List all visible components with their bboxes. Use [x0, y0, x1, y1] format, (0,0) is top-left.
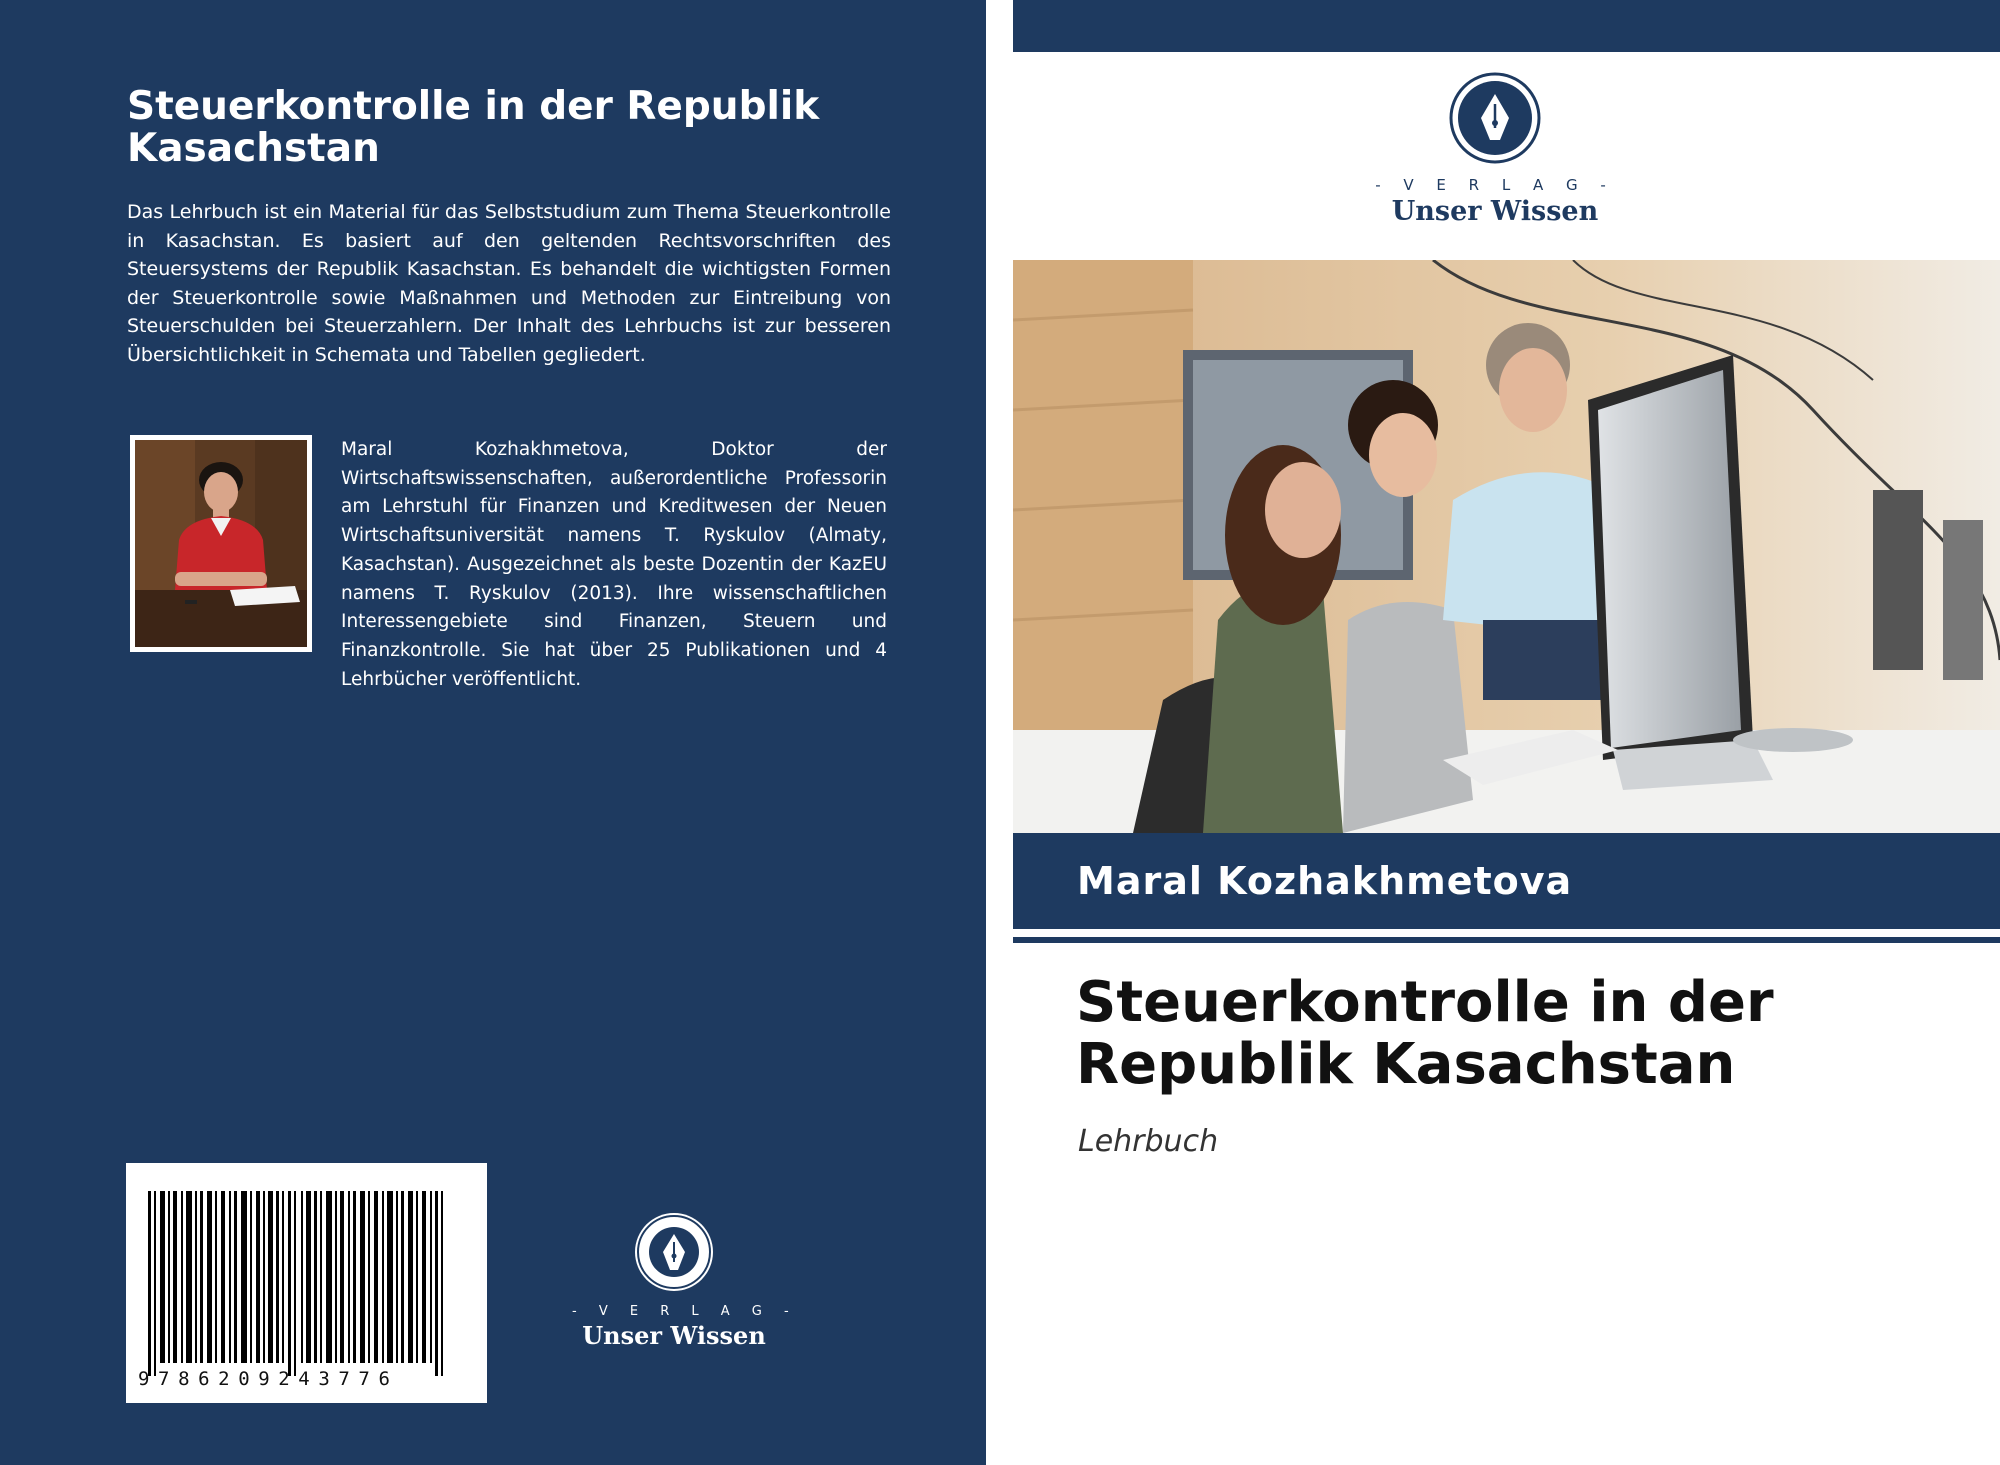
back-cover-title: Steuerkontrolle in der Republik Kasachstan [127, 84, 820, 171]
cover-photo [1013, 260, 2000, 833]
back-logo-brand: Unser Wissen [582, 1321, 766, 1350]
barcode [126, 1163, 487, 1403]
front-cover-title: Steuerkontrolle in der Republik Kasachstan [1076, 970, 1774, 1097]
back-logo-verlag: - V E R L A G - [572, 1304, 798, 1319]
front-divider-rule [1013, 937, 2000, 943]
front-cover-subtitle: Lehrbuch [1078, 1124, 1219, 1159]
classroom-computer-photo [1013, 260, 2000, 833]
back-cover-description: Das Lehrbuch ist ein Material für das Selbststudium zum Thema Steuerkontrolle in Kasachstan. Es basiert auf den geltenden Rechtsvorschriften des Steuersystems der Republik Kasachstan. Es behandelt die wichtigsten Formen der Steuerkontrolle sowie Maßnahmen und Methoden zur Eintreibung von Steuerschulden bei Steuerzahlern. Der Inhalt des Lehrbuchs ist zur besseren Übersichtlichkeit in Schemata und Tabellen gegliedert. [127, 201, 891, 366]
front-logo-verlag: - V E R L A G - [1375, 176, 1615, 194]
isbn-digits: 9786209243776 [138, 1368, 399, 1390]
barcode-bars [126, 1163, 487, 1403]
front-logo-brand: Unser Wissen [1391, 196, 1599, 227]
author-band [1013, 833, 2000, 929]
author-biography: Maral Kozhakhmetova, Doktor der Wirtschaftswissenschaften, außerordentliche Professorin am Lehrstuhl für Finanzen und Kreditwesen der Neuen Wirtschaftsuniversität namens T. Ryskulov (Almaty, Kasachstan). Ausgezeichnet als beste Dozentin der KazEU namens T. Ryskulov (2013). Ihre wissenschaftlichen Interessengebiete sind Finanzen, Steuern und Finanzkontrolle. Sie hat über 25 Publikationen und 4 Lehrbücher veröffentlicht. [341, 439, 887, 690]
publisher-seal-icon [634, 1212, 714, 1292]
front-author-name: Maral Kozhakhmetova [1077, 859, 1573, 903]
back-publisher-logo [572, 1212, 798, 1350]
front-publisher-logo [1370, 72, 1620, 227]
front-cover-top-bar [1013, 0, 2000, 52]
author-portrait-image [135, 440, 307, 647]
author-portrait [130, 435, 312, 652]
back-cover [0, 0, 986, 1465]
fountain-pen-nib-icon [1449, 72, 1541, 164]
